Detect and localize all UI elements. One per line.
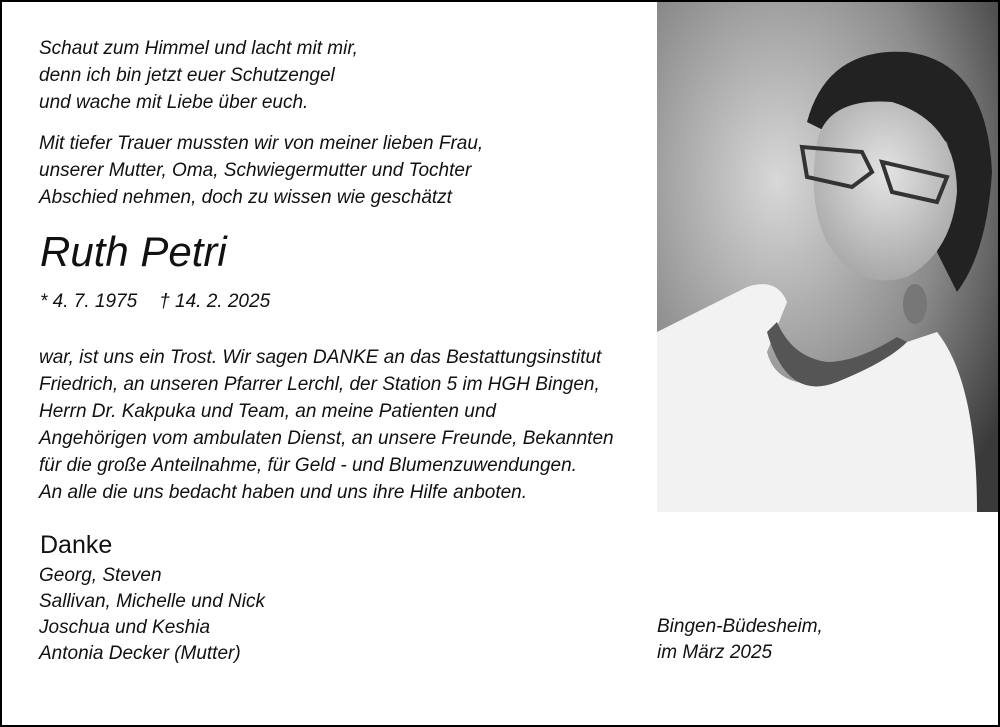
place: Bingen-Büdesheim, xyxy=(657,616,823,637)
thanks-line: An alle die uns bedacht haben und uns ihre Hilfe anboten. xyxy=(39,482,528,503)
intro-line: Abschied nehmen, doch zu wissen wie geschätzt xyxy=(39,187,452,208)
intro-line: unserer Mutter, Oma, Schwiegermutter und Tochter xyxy=(39,160,472,181)
portrait-photo xyxy=(657,2,1000,512)
family-line: Sallivan, Michelle und Nick xyxy=(39,591,265,612)
family-line: Joschua und Keshia xyxy=(39,617,211,638)
verse-line: und wache mit Liebe über euch. xyxy=(39,92,309,113)
thanks-line: Herrn Dr. Kakpuka und Team, an meine Patienten und xyxy=(39,401,496,422)
birth-date: * 4. 7. 1975 xyxy=(40,291,138,312)
family-line: Antonia Decker (Mutter) xyxy=(39,643,241,664)
verse-line: denn ich bin jetzt euer Schutzengel xyxy=(39,65,335,86)
death-date: † 14. 2. 2025 xyxy=(159,291,271,312)
thanks-line: für die große Anteilnahme, für Geld - und Blumenzuwendungen. xyxy=(39,455,577,476)
thanks-line: Friedrich, an unseren Pfarrer Lerchl, der Station 5 im HGH Bingen, xyxy=(39,374,600,395)
life-dates xyxy=(40,288,292,315)
date: im März 2025 xyxy=(657,642,773,663)
danke-heading: Danke xyxy=(40,531,113,559)
deceased-name: Ruth Petri xyxy=(40,228,227,275)
thanks-line: war, ist uns ein Trost. Wir sagen DANKE an das Bestattungsinstitut xyxy=(39,347,602,368)
family-list xyxy=(39,563,265,667)
thanks-text xyxy=(39,344,614,506)
intro-text xyxy=(39,130,483,211)
intro-line: Mit tiefer Trauer mussten wir von meiner lieben Frau, xyxy=(39,133,484,154)
verse xyxy=(39,35,358,116)
verse-line: Schaut zum Himmel und lacht mit mir, xyxy=(39,38,358,59)
family-line: Georg, Steven xyxy=(39,565,162,586)
thanks-line: Angehörigen vom ambulaten Dienst, an unsere Freunde, Bekannten xyxy=(39,428,614,449)
place-date xyxy=(657,614,823,666)
